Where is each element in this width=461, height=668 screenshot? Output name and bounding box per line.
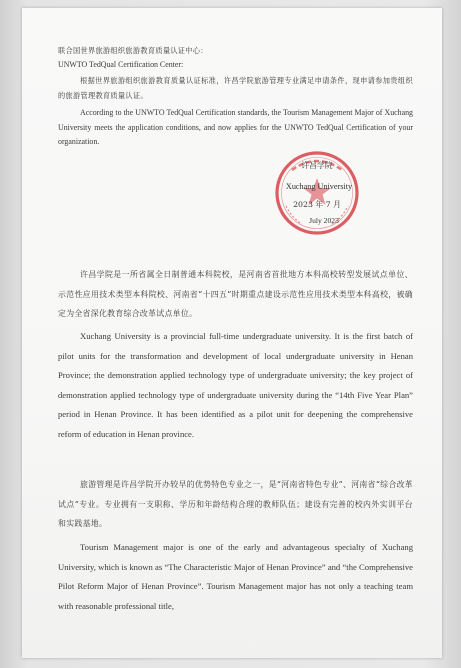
document-page	[22, 8, 442, 658]
signature-name-cn: 许昌学院	[301, 161, 333, 170]
signature-date-en: July 2023	[309, 216, 339, 225]
application-paragraph-en: According to the UNWTO TedQual Certification standards, the Tourism Management Major of Xuchang University meets the application conditions, and now applies for the UNWTO TedQual Certification of your organization.	[58, 108, 413, 147]
application-paragraph-cn: 根据世界旅游组织旅游教育质量认证标准，许昌学院旅游管理专业满足申请条件，现申请参加贵组织的旅游管理教育质量认证。	[58, 76, 413, 100]
intro-paragraph-cn: 许昌学院是一所省属全日制普通本科院校，是河南省首批地方本科高校转型发展试点单位、示范性应用技术类型本科院校、河南省“十四五”时期重点建设示范性应用技术类型本科高校，被确定为全省深化教育综合改革试点单位。	[58, 270, 413, 319]
salutation-cn: 联合国世界旅游组织旅游教育质量认证中心：	[58, 46, 208, 55]
major-paragraph-cn: 旅游管理是许昌学院开办较早的优势特色专业之一，是“河南省特色专业”、河南省“综合改革试点”专业。专业拥有一支职称、学历和年龄结构合理的教师队伍；建设有完善的校内外实训平台和实践基地。	[58, 480, 413, 529]
signature-name-en: Xuchang University	[285, 182, 353, 191]
intro-paragraph-en: Xuchang University is a provincial full-time undergraduate university. It is the first batch of pilot units for the transformation and development of local undergraduate university in Henan Province; the demonstration applied technology type of undergraduate university; the key project of demonstration applied technology type of undergraduate university during the “14th Five Year Plan” period in Henan Province. It has been identified as a pilot unit for deepening the comprehensive reform of education in Henan province.	[58, 331, 413, 439]
signature-date-cn: 2023 年 7 月	[293, 200, 341, 209]
major-paragraph-en: Tourism Management major is one of the early and advantageous specialty of Xuchang University, which is known as “The Characteristic Major of Henan Province” and “the Comprehensive Pilot Reform Major of Henan Province”. Tourism Management major has not only a teaching team with reasonable professional title,	[58, 542, 413, 611]
salutation-en: UNWTO TedQual Certification Center:	[58, 60, 184, 69]
